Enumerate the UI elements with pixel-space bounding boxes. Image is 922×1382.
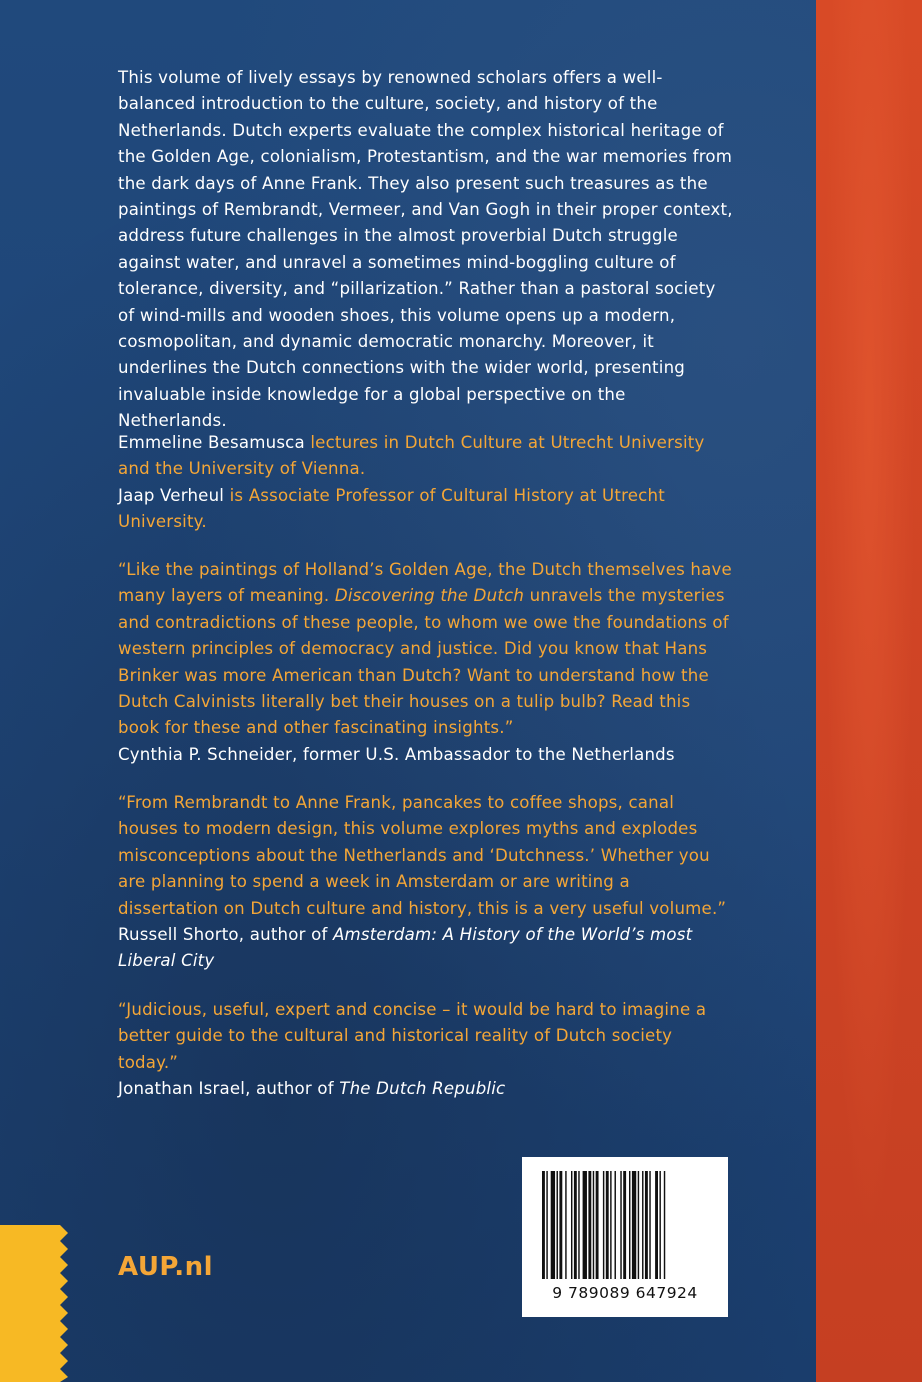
author-role: lectures in Dutch Culture at Utrecht University and the University of Vienna. [118, 433, 705, 479]
isbn-number: 9 789089 647924 [552, 1284, 698, 1302]
author-bios [118, 430, 733, 536]
yellow-deckle-tab [0, 1225, 70, 1382]
author-name: Jaap Verheul [118, 485, 225, 505]
quote-attribution: Russell Shorto, author of Amsterdam: A History of the World’s most Liberal City [118, 925, 693, 971]
author-role: is Associate Professor of Cultural History at Utrecht University. [118, 485, 665, 532]
blurb-quote [118, 997, 733, 1103]
publisher-website[interactable]: AUP.nl [118, 1252, 214, 1282]
orange-side-stripe [816, 0, 922, 1382]
isbn-barcode [522, 1157, 728, 1317]
intro-paragraph [118, 65, 733, 435]
quote-text: “Like the paintings of Holland’s Golden Age, the Dutch themselves have many layers of meaning. Discovering the Dutch unravels the mysteries and contradictions of these people, to whom we owe the foundations of western principles of democracy and justice. Did you know that Hans Brinker was more American than Dutch? Want to understand how the Dutch Calvinists literally bet their houses on a tulip bulb? Read this book for these and other fascinating insights.” [118, 560, 732, 738]
book-title: Discovering the Dutch [334, 586, 525, 606]
blurb-quote [118, 557, 733, 768]
quote-attribution: Jonathan Israel, author of The Dutch Republic [118, 1079, 506, 1099]
book-title: Amsterdam: A History of the World’s most Liberal City [118, 925, 693, 971]
intro-text: This volume of lively essays by renowned scholars offers a well-balanced introduction to the culture, society, and history of the Netherlands. Dutch experts evaluate the complex historical heritage of the Golden Age, colonialism, Protestantism, and the war memories from the dark days of Anne Frank. They also present such treasures as the paintings of Rembrandt, Vermeer, and Van Gogh in their proper context, address future challenges in the almost proverbial Dutch struggle against water, and unravel a sometimes mind-boggling culture of tolerance, diversity, and “pillarization.” Rather than a pastoral society of wind-mills and wooden shoes, this volume opens up a modern, cosmopolitan, and dynamic democratic monarchy. Moreover, it underlines the Dutch connections with the wider world, presenting invaluable inside knowledge for a global perspective on the Netherlands. [118, 68, 733, 431]
book-title: The Dutch Republic [339, 1079, 506, 1099]
author-bio [118, 430, 733, 483]
quote-text: “From Rembrandt to Anne Frank, pancakes to coffee shops, canal houses to modern design, this volume explores myths and explodes misconceptions about the Netherlands and ‘Dutchness.’ Whether you are planning to spend a week in Amsterdam or are writing a dissertation on Dutch culture and history, this is a very useful volume.” [118, 793, 727, 918]
blurb-quote [118, 790, 733, 975]
quote-text: “Judicious, useful, expert and concise – it would be hard to imagine a better guide to the cultural and historical reality of Dutch society today.” [118, 1000, 707, 1072]
author-name: Emmeline Besamusca [118, 433, 305, 452]
author-bio [118, 483, 733, 536]
quote-attribution: Cynthia P. Schneider, former U.S. Ambassador to the Netherlands [118, 744, 675, 764]
barcode-bars [542, 1171, 708, 1279]
